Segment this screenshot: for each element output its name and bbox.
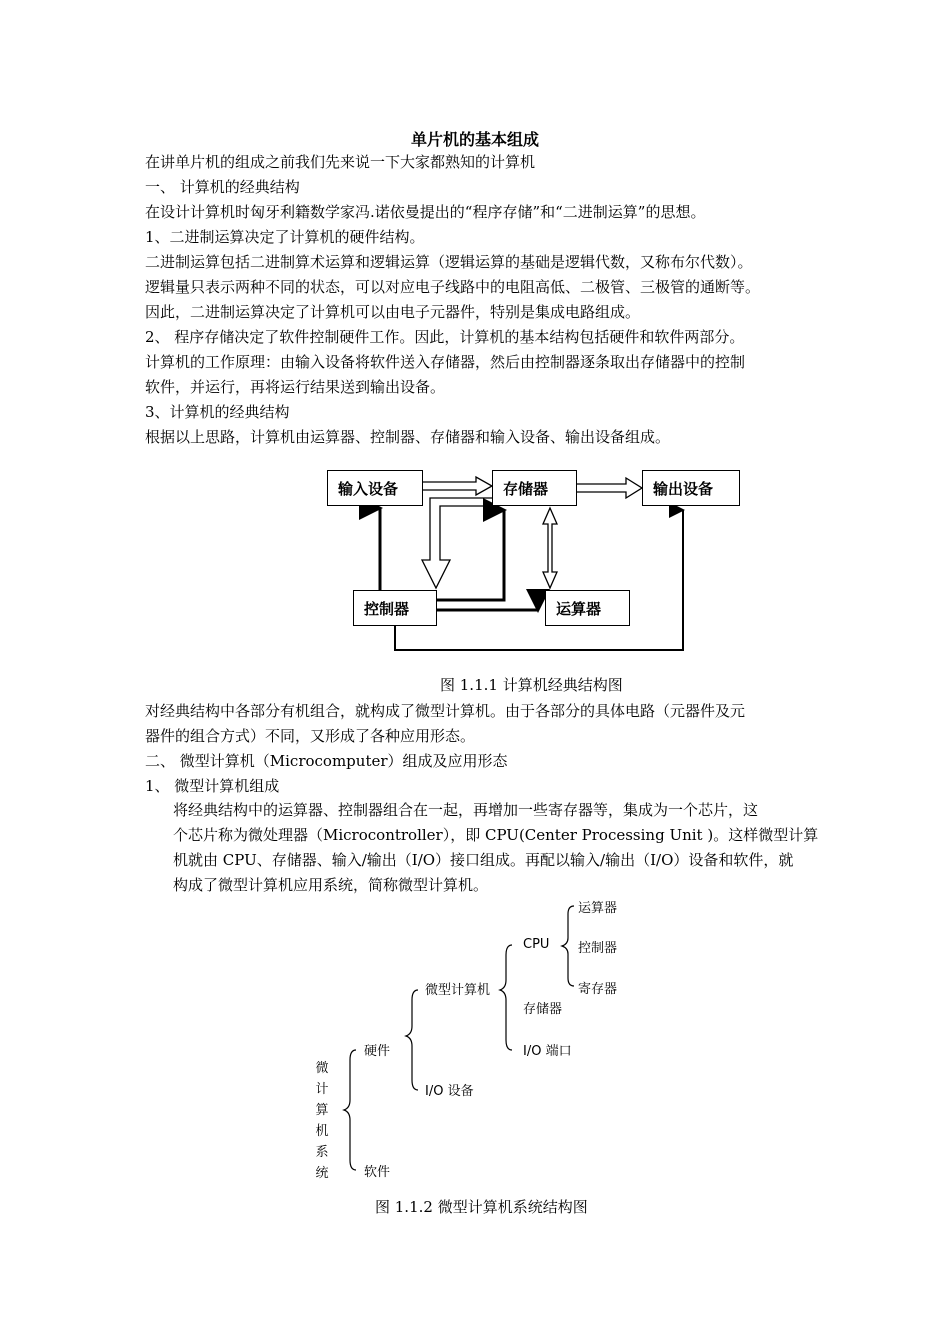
text-line: 逻辑量只表示两种不同的状态，可以对应电子线路中的电阻高低、二极管、三极管的通断等。	[145, 278, 761, 296]
brace-hardware	[406, 990, 418, 1090]
text-line: 软件，并运行，再将运行结果送到输出设备。	[145, 378, 446, 396]
text-line: 对经典结构中各部分有机组合，就构成了微型计算机。由于各部分的具体电路（元器件及元	[145, 702, 746, 720]
section-heading: 二、 微型计算机（Microcomputer）组成及应用形态	[145, 752, 508, 770]
text-line: 在讲单片机的组成之前我们先来说一下大家都熟知的计算机	[145, 153, 536, 171]
tree-alu: 运算器	[578, 901, 618, 916]
brace-root	[344, 1050, 356, 1170]
tree-cpu: CPU	[523, 937, 550, 952]
tree-io-port: I/O 端口	[523, 1044, 572, 1059]
box-memory: 存储器	[492, 470, 577, 506]
figure-caption: 图 1.1.1 计算机经典结构图	[440, 676, 623, 694]
text-line: 计算机的工作原理：由输入设备将软件送入存储器，然后由控制器逐条取出存储器中的控制	[145, 353, 746, 371]
box-controller: 控制器	[353, 590, 437, 626]
text-line: 个芯片称为微处理器（Microcontroller），即 CPU(Center Processing Unit )。这样微型计算	[173, 826, 819, 844]
tree-controller: 控制器	[578, 941, 618, 956]
text-line: 二进制运算包括二进制算术运算和逻辑运算（逻辑运算的基础是逻辑代数，又称布尔代数）。	[145, 253, 753, 271]
figure-caption-2: 图 1.1.2 微型计算机系统结构图	[375, 1198, 588, 1216]
subheading: 2、 程序存储决定了软件控制硬件工作。因此，计算机的基本结构包括硬件和软件两部分。	[145, 328, 745, 346]
section-heading: 一、 计算机的经典结构	[145, 178, 300, 196]
text-line: 因此，二进制运算决定了计算机可以由电子元器件，特别是集成电路组成。	[145, 303, 641, 321]
tree-register: 寄存器	[578, 982, 618, 997]
tree-io-device: I/O 设备	[425, 1084, 474, 1099]
brace-microcomputer	[500, 945, 512, 1050]
text-line: 器件的组合方式）不同，又形成了各种应用形态。	[145, 727, 476, 745]
box-alu: 运算器	[545, 590, 630, 626]
text-line: 构成了微型计算机应用系统，简称微型计算机。	[173, 876, 489, 894]
tree-hardware: 硬件	[364, 1044, 391, 1059]
box-output-device: 输出设备	[642, 470, 740, 506]
brace-cpu	[562, 906, 574, 986]
tree-memory: 存储器	[523, 1002, 563, 1017]
text-line: 根据以上思路，计算机由运算器、控制器、存储器和输入设备、输出设备组成。	[145, 428, 671, 446]
subheading: 1、二进制运算决定了计算机的硬件结构。	[145, 228, 425, 246]
box-input-device: 输入设备	[327, 470, 423, 506]
text-line: 将经典结构中的运算器、控制器组合在一起，再增加一些寄存器等，集成为一个芯片，这	[173, 801, 759, 819]
subheading: 3、计算机的经典结构	[145, 403, 290, 421]
subheading: 1、 微型计算机组成	[145, 777, 280, 795]
tree-software: 软件	[364, 1165, 391, 1180]
text-line: 在设计计算机时匈牙利籍数学家冯.诺依曼提出的“程序存储”和“二进制运算”的思想。	[145, 203, 706, 221]
tree-root-label: 微计算机系统	[315, 1061, 329, 1181]
tree-microcomputer: 微型计算机	[425, 983, 491, 998]
page-title: 单片机的基本组成	[410, 130, 539, 149]
text-line: 机就由 CPU、存储器、输入/输出（I/O）接口组成。再配以输入/输出（I/O）设备和软件，就	[173, 851, 794, 869]
